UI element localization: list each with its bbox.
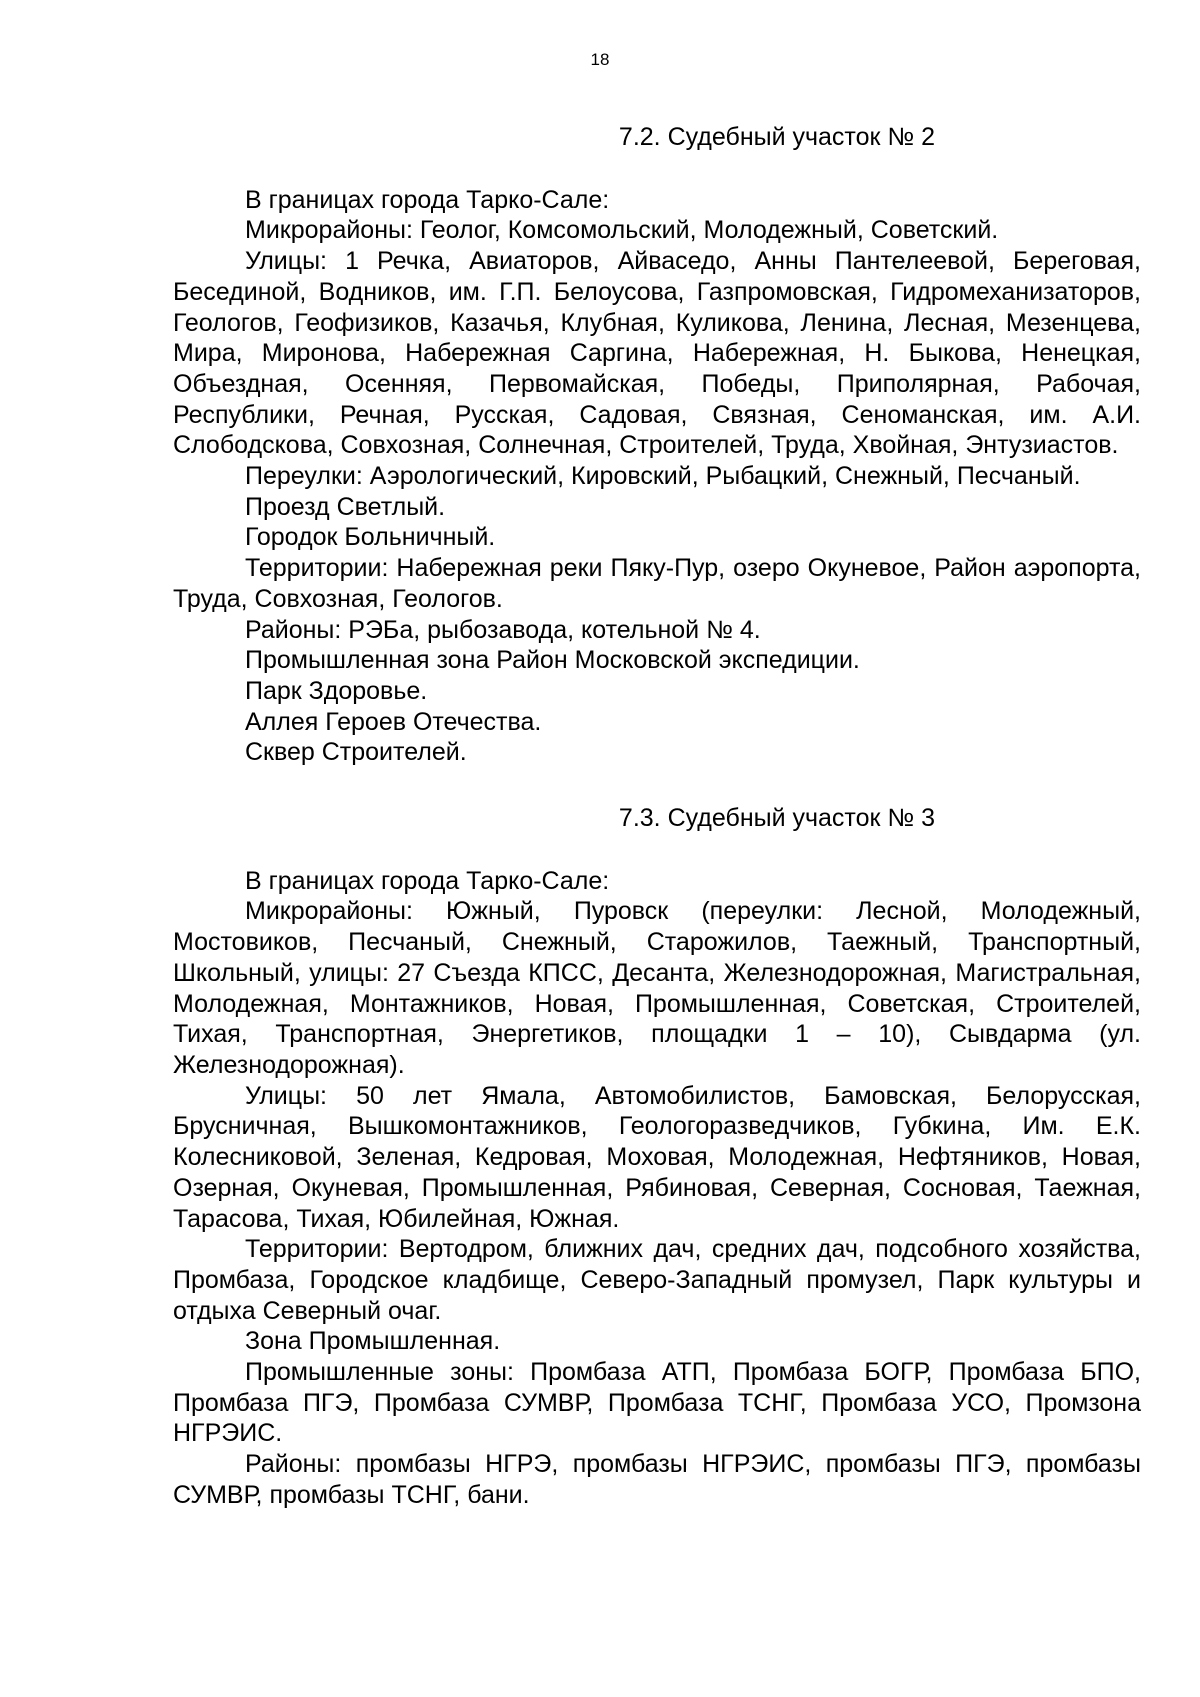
document-body [173,122,1141,1511]
paragraph: В границах города Тарко-Сале: [245,185,610,214]
paragraph: Парк Здоровье. [245,676,428,705]
paragraph: В границах города Тарко-Сале: [245,866,610,895]
paragraph: Промышленная зона Район Московской экспедиции. [245,646,860,675]
paragraph: Зона Промышленная. [245,1327,501,1356]
paragraph: Улицы: 1 Речка, Авиаторов, Айваседо, Анны Пантелеевой, Береговая, Бесединой, Водников, им. Г.П. Белоусова, Газпромовская, Гидромеханизаторов, Геологов, Геофизиков, Казачья, Клубная, Куликова, Ленина, Лесная, Мезенцева, Мира, Миронова, Набережная Саргина, Набережная, Н. Быкова, Ненецкая, Объездная, Осенняя, Первомайская, Победы, Приполярная, Рабочая, Республики, Речная, Русская, Садовая, Связная, Сеноманская, им. А.И. Слободскова, Совхозная, Солнечная, Строителей, Труда, Хвойная, Энтузиастов. [173,247,1141,460]
spacer [173,834,1141,866]
paragraph: Районы: промбазы НГРЭ, промбазы НГРЭИС, промбазы ПГЭ, промбазы СУМВР, промбазы ТСНГ, бани. [173,1450,1141,1509]
spacer [173,153,1141,185]
paragraph: Улицы: 50 лет Ямала, Автомобилистов, Бамовская, Белорусская, Брусничная, Вышкомонтажников, Геологоразведчиков, Губкина, Им. Е.К. Колесниковой, Зеленая, Кедровая, Моховая, Молодежная, Нефтяников, Новая, Озерная, Окуневая, Промышленная, Рябиновая, Северная, Сосновая, Таежная, Тарасова, Тихая, Юбилейная, Южная. [173,1081,1141,1233]
paragraph: Аллея Героев Отечества. [245,707,542,736]
paragraph: Промышленные зоны: Промбаза АТП, Промбаза БОГР, Промбаза БПО, Промбаза ПГЭ, Промбаза СУМВР, Промбаза ТСНГ, Промбаза УСО, Промзона НГРЭИС. [173,1358,1141,1448]
paragraph: Городок Больничный. [245,523,496,552]
paragraph: Проезд Светлый. [245,492,446,521]
section-7-3 [173,803,1141,1510]
paragraph: Микрорайоны: Южный, Пуровск (переулки: Лесной, Молодежный, Мостовиков, Песчаный, Снежный, Старожилов, Таежный, Транспортный, Школьный, улицы: 27 Съезда КПСС, Десанта, Железнодорожная, Магистральная, Молодежная, Монтажников, Новая, Промышленная, Советская, Строителей, Тихая, Транспортная, Энергетиков, площадки 1 – 10), Сывдарма (ул. Железнодорожная). [173,897,1141,1079]
section-7-2 [173,122,1141,768]
page-number: 18 [590,50,610,69]
paragraph: Переулки: Аэрологический, Кировский, Рыбацкий, Снежный, Песчаный. [245,462,1081,491]
paragraph: Районы: РЭБа, рыбозавода, котельной № 4. [245,615,761,644]
paragraph: Микрорайоны: Геолог, Комсомольский, Молодежный, Советский. [245,216,999,245]
section-title: 7.2. Судебный участок № 2 [618,123,936,151]
paragraph: Территории: Набережная реки Пяку-Пур, озеро Окуневое, Район аэропорта, Труда, Совхозная, Геологов. [173,554,1141,613]
paragraph: Сквер Строителей. [245,738,467,767]
section-title: 7.3. Судебный участок № 3 [618,804,936,833]
paragraph: Территории: Вертодром, ближних дач, средних дач, подсобного хозяйства, Промбаза, Городское кладбище, Северо-Западный промузел, Парк культуры и отдыха Северный очаг. [173,1235,1141,1325]
